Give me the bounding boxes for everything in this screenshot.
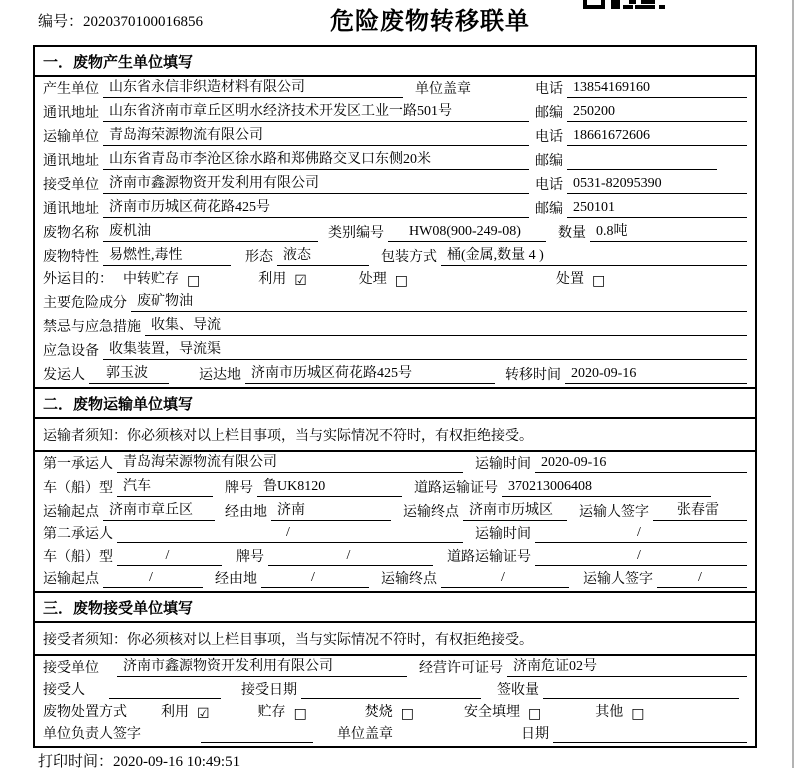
option-label: 焚烧 [364, 704, 393, 720]
serial-number [38, 10, 203, 31]
taboo-label: 禁忌与应急措施 [43, 320, 141, 336]
receiver-value: 济南市鑫源物资开发利用有限公司 [103, 172, 529, 194]
carrier-sign-value: / [657, 570, 747, 588]
route-start-value: 济南市章丘区 [103, 499, 215, 521]
trait-value: 易燃性,毒性 [103, 244, 231, 266]
address-value: 济南市历城区荷花路425号 [103, 196, 529, 218]
print-time [38, 750, 240, 768]
address-label: 通讯地址 [43, 106, 99, 122]
plate-label: 牌号 [236, 549, 264, 565]
row-producer-address [35, 101, 755, 125]
row-disposal-method [35, 702, 755, 724]
phone-group [535, 174, 747, 194]
zip-group [535, 198, 747, 218]
packing-label: 包装方式 [381, 250, 437, 266]
receiving-unit-value: 济南市鑫源物资开发利用有限公司 [117, 655, 407, 677]
receiver-person-value [109, 681, 221, 699]
consignor-value: 郭玉波 [89, 362, 169, 384]
receiver-person-label: 接受人 [43, 682, 85, 698]
zip-value: 250101 [567, 200, 747, 218]
zip-value [567, 152, 717, 170]
section-2-title: 二．废物运输单位填写 [35, 387, 755, 419]
checkbox-icon: □ [187, 273, 201, 290]
print-time-value: 2020-09-16 10:49:51 [113, 754, 241, 768]
phone-label: 电话 [535, 178, 563, 194]
section-1-title: 一．废物产生单位填写 [35, 47, 755, 77]
phone-value: 18661672606 [567, 128, 747, 146]
row-first-carrier [35, 452, 755, 476]
phone-value: 13854169160 [567, 80, 747, 98]
option-label: 安全填埋 [464, 704, 521, 720]
destination-value: 济南市历城区荷花路425号 [245, 362, 495, 384]
waste-name-label: 废物名称 [43, 226, 99, 242]
option-label: 中转贮存 [123, 272, 179, 288]
carrier-value: 青岛海荣源物流有限公司 [117, 451, 463, 473]
row-vehicle-2 [35, 546, 755, 568]
carrier-label: 第一承运人 [43, 457, 113, 473]
route-via-label: 经由地 [225, 505, 267, 521]
phone-label: 电话 [535, 130, 563, 146]
transporter-label: 运输单位 [43, 130, 99, 146]
carrier-sign-label: 运输人签字 [579, 505, 649, 521]
route-via-value: / [261, 570, 369, 588]
permit-value: 济南危证02号 [507, 655, 747, 677]
plate-value: / [268, 548, 433, 566]
checkbox-checked-icon: ☑ [197, 705, 210, 722]
row-transporter-address [35, 149, 755, 173]
category-value: HW08(900-249-08) [388, 224, 546, 242]
zip-label: 邮编 [535, 106, 563, 122]
option-label: 利用 [258, 272, 287, 288]
vehicle-type-label: 车（船）型 [43, 549, 113, 565]
carrier-label: 第二承运人 [43, 527, 113, 543]
receiver-notice: 接受者须知：你必须核对以上栏目事项，当与实际情况不符时，有权拒绝接受。 [35, 623, 755, 656]
route-start-label: 运输起点 [43, 505, 99, 521]
checkbox-checked-icon: ☑ [294, 273, 307, 290]
producer-value: 山东省永信非织造材料有限公司 [103, 76, 403, 98]
address-label: 通讯地址 [43, 202, 99, 218]
equipment-value: 收集装置，导流渠 [103, 338, 747, 360]
zip-group [535, 150, 747, 170]
date-value [553, 725, 747, 743]
checkbox-icon: □ [394, 273, 409, 290]
row-transfer-purpose [35, 269, 755, 291]
route-end-label: 运输终点 [403, 505, 459, 521]
transport-time-value: 2020-09-16 [535, 455, 747, 473]
route-start-value: / [103, 570, 203, 588]
section-3-title: 三．废物接受单位填写 [35, 591, 755, 623]
checkbox-icon: □ [293, 705, 307, 722]
permit-label: 经营许可证号 [419, 660, 503, 676]
phone-label: 电话 [535, 82, 563, 98]
row-vehicle-1 [35, 476, 755, 500]
unit-seal-label: 单位盖章 [337, 727, 393, 743]
row-consignor [35, 363, 755, 387]
transport-time-label: 运输时间 [475, 457, 531, 473]
row-taboo-measures [35, 315, 755, 339]
plate-label: 牌号 [225, 481, 253, 497]
receive-date-label: 接受日期 [241, 682, 297, 698]
transporter-notice: 运输者须知：你必须核对以上栏目事项，当与实际情况不符时，有权拒绝接受。 [35, 419, 755, 452]
vehicle-type-value: 汽车 [117, 475, 213, 497]
serial-value: 2020370100016856 [83, 14, 204, 30]
disposal-option-store [258, 701, 307, 721]
road-permit-value: 370213006408 [502, 479, 711, 497]
row-receiver-address [35, 197, 755, 221]
quantity-label: 数量 [558, 226, 586, 242]
row-receiver-person [35, 680, 755, 702]
form-table [33, 45, 757, 748]
disposal-option-utilize [161, 701, 210, 721]
leader-sign-label: 单位负责人签字 [43, 727, 141, 743]
route-end-value: 济南市历城区 [463, 499, 567, 521]
receiver-label: 接受单位 [43, 178, 99, 194]
page-title: 危险废物转移联单 [330, 8, 530, 35]
zip-label: 邮编 [535, 154, 563, 170]
row-waste-name [35, 221, 755, 245]
row-receiver [35, 173, 755, 197]
producer-label: 产生单位 [43, 82, 99, 98]
taboo-value: 收集、导流 [145, 314, 747, 336]
row-hazard-component [35, 291, 755, 315]
route-end-label: 运输终点 [381, 571, 437, 587]
unit-seal-label: 单位盖章 [415, 82, 471, 98]
print-time-label: 打印时间： [38, 754, 114, 768]
equipment-label: 应急设备 [43, 344, 99, 360]
disposal-option-incinerate [365, 701, 414, 721]
waste-name-value: 废机油 [103, 220, 318, 242]
purpose-option-utilize [258, 268, 307, 288]
vehicle-type-value: / [117, 548, 222, 566]
zip-value: 250200 [567, 104, 747, 122]
address-value: 山东省济南市章丘区明水经济技术开发区工业一路501号 [103, 100, 529, 122]
qr-code-partial-icon [583, 0, 665, 10]
route-end-value: / [441, 570, 569, 588]
vehicle-type-label: 车（船）型 [43, 481, 113, 497]
quantity-value: 0.8吨 [590, 220, 747, 242]
transfer-time-label: 转移时间 [505, 368, 561, 384]
trait-label: 废物特性 [43, 250, 99, 266]
component-label: 主要危险成分 [43, 296, 127, 312]
category-label: 类别编号 [328, 226, 384, 242]
address-label: 通讯地址 [43, 154, 99, 170]
road-permit-value: / [535, 548, 747, 566]
plate-value: 鲁UK8120 [257, 475, 402, 497]
signed-amount-value [543, 681, 739, 699]
address-value: 山东省青岛市李沧区徐水路和郑佛路交叉口东侧20米 [103, 148, 529, 170]
checkbox-icon: □ [400, 705, 415, 722]
road-permit-label: 道路运输证号 [414, 481, 498, 497]
consignor-label: 发运人 [43, 368, 85, 384]
checkbox-icon: □ [631, 705, 645, 722]
carrier-value: / [117, 525, 463, 543]
component-value: 废矿物油 [131, 290, 747, 312]
transfer-time-value: 2020-09-16 [565, 366, 747, 384]
zip-group [535, 102, 747, 122]
row-route-2 [35, 569, 755, 591]
option-label: 贮存 [257, 704, 286, 720]
row-producer [35, 77, 755, 101]
checkbox-icon: □ [592, 273, 606, 290]
route-start-label: 运输起点 [43, 571, 99, 587]
disposal-label: 废物处置方式 [43, 704, 127, 720]
option-label: 利用 [161, 704, 189, 720]
option-label: 其他 [595, 704, 624, 720]
signed-amount-label: 签收量 [497, 682, 539, 698]
row-second-carrier [35, 524, 755, 546]
phone-group [535, 126, 747, 146]
transport-time-label: 运输时间 [475, 527, 531, 543]
row-route-1 [35, 500, 755, 524]
purpose-option-storage [123, 268, 200, 288]
row-waste-trait [35, 245, 755, 269]
route-via-label: 经由地 [215, 571, 257, 587]
zip-label: 邮编 [535, 202, 563, 218]
option-label: 处置 [556, 272, 585, 288]
row-emergency-equipment [35, 339, 755, 363]
page-edge-line [792, 0, 794, 768]
destination-label: 运达地 [199, 368, 241, 384]
option-label: 处理 [358, 272, 387, 288]
purpose-label: 外运目的： [43, 272, 113, 288]
row-leader-signature [35, 724, 755, 746]
road-permit-label: 道路运输证号 [447, 549, 531, 565]
disposal-option-landfill [464, 701, 541, 721]
form-value: 液态 [277, 244, 369, 266]
checkbox-icon: □ [528, 705, 542, 722]
carrier-sign-label: 运输人签字 [583, 571, 653, 587]
disposal-option-other [595, 701, 644, 721]
receiving-unit-label: 接受单位 [43, 660, 99, 676]
receive-date-value [301, 681, 481, 699]
transporter-value: 青岛海荣源物流有限公司 [103, 124, 529, 146]
form-label: 形态 [245, 250, 273, 266]
packing-value: 桶(金属,数量 4 ) [441, 244, 747, 266]
purpose-option-treat [359, 268, 408, 288]
leader-sign-value [201, 725, 313, 743]
transport-time-value: / [535, 525, 747, 543]
date-label: 日期 [521, 727, 549, 743]
purpose-option-dispose [556, 268, 605, 288]
row-receiving-unit [35, 656, 755, 680]
phone-group [535, 78, 747, 98]
serial-label: 编号： [38, 14, 84, 30]
carrier-sign-value: 张春雷 [653, 499, 747, 521]
route-via-value: 济南 [271, 499, 391, 521]
phone-value: 0531-82095390 [567, 176, 747, 194]
row-transporter [35, 125, 755, 149]
